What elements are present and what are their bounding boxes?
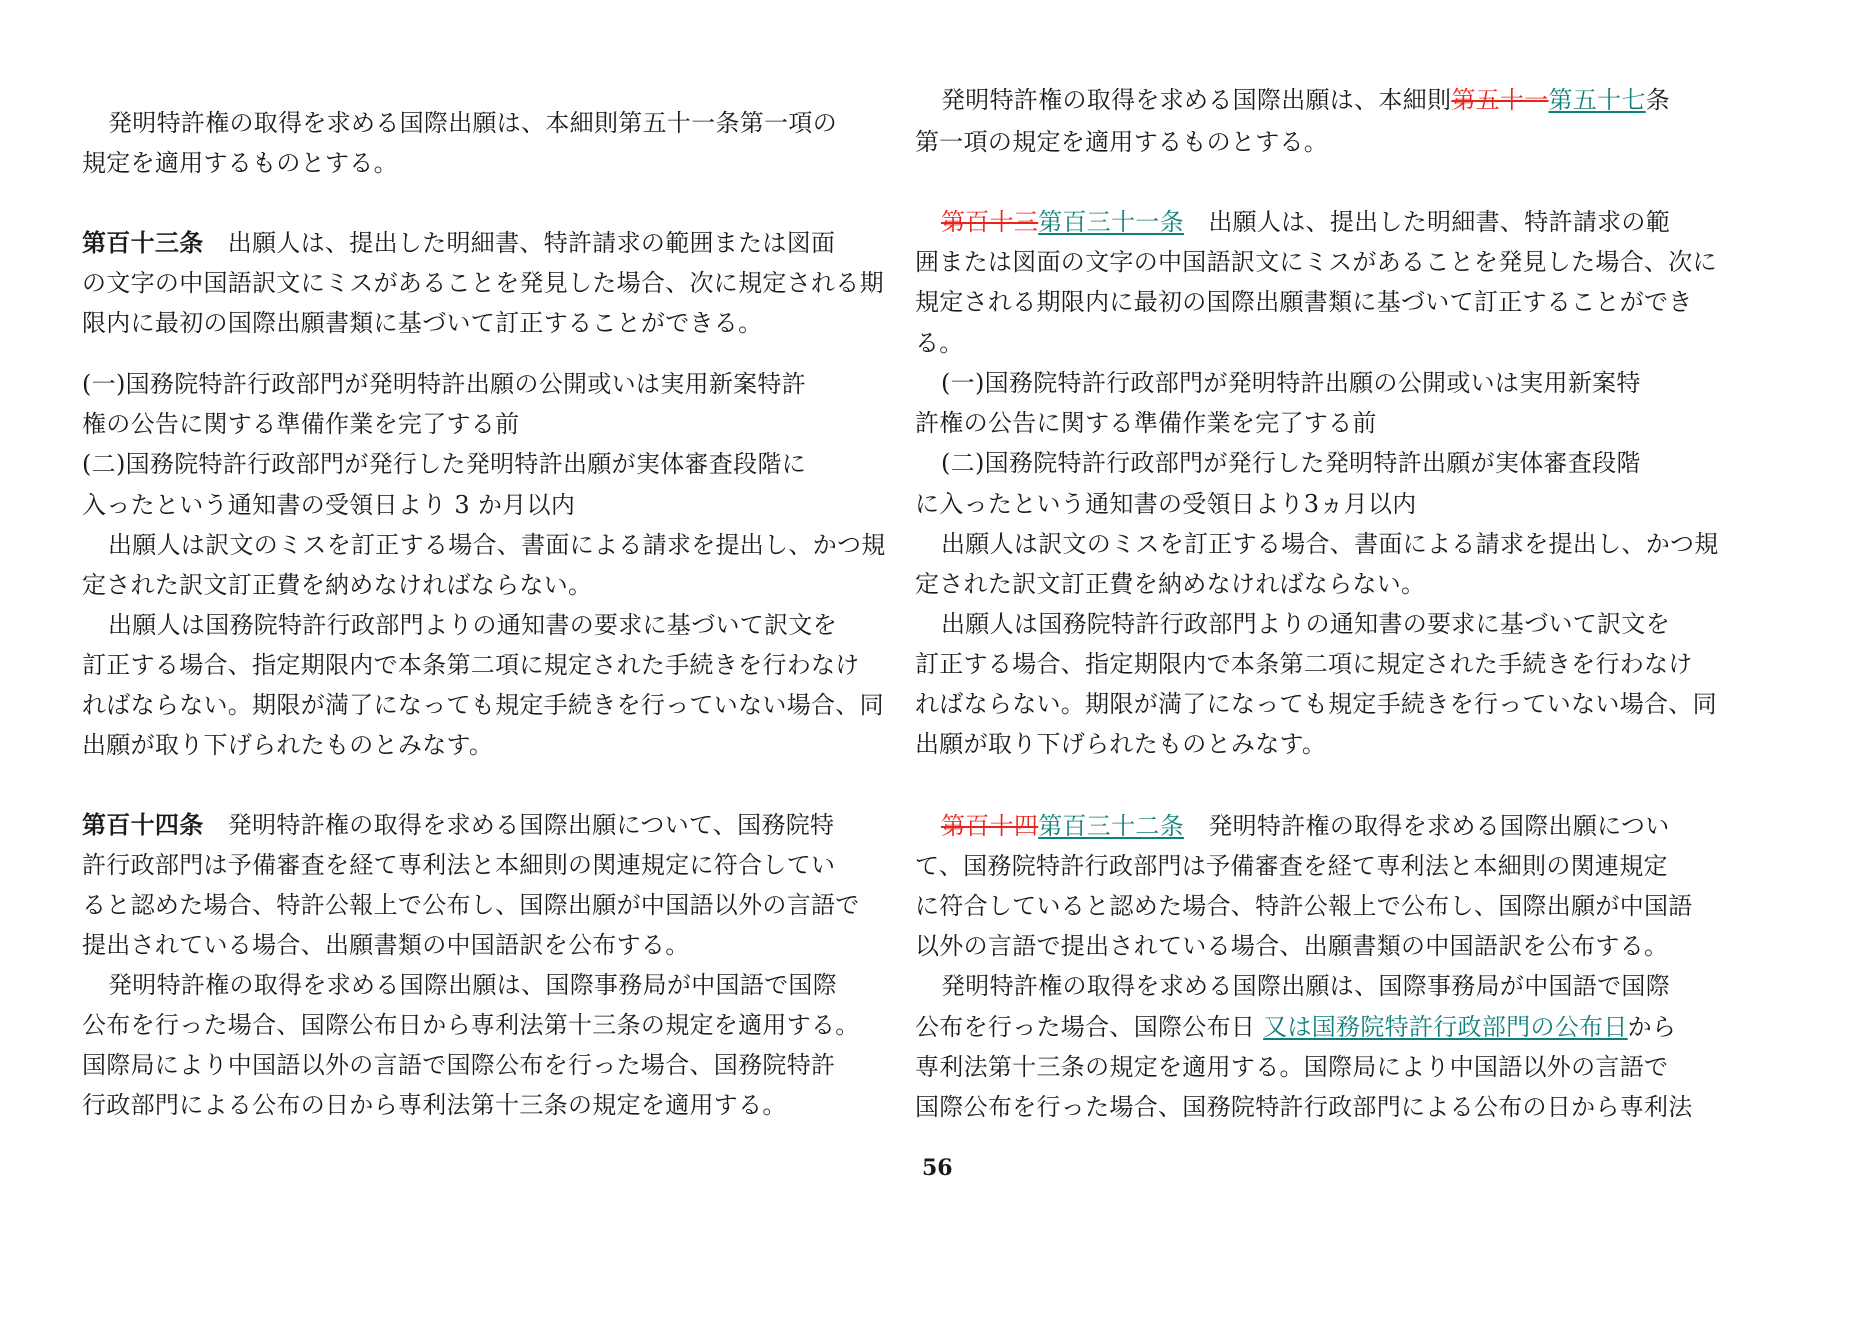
- line-text: 規定される期限内に最初の国際出願書類に基づいて訂正することができ: [915, 288, 1693, 316]
- text-line: [915, 484, 1417, 524]
- line-text: 以外の言語で提出されている場合、出願書類の中国語訳を公布する。: [915, 932, 1669, 960]
- line-text: 出願人は、提出した明細書、特許請求の範囲または図面: [203, 229, 836, 257]
- deleted-text: 第百十四: [941, 812, 1039, 840]
- line-text: ればならない。期限が満了になっても規定手続きを行っていない場合、同: [82, 691, 884, 719]
- text-line: [941, 806, 1670, 846]
- text-line: [82, 645, 860, 685]
- line-text: 国際公布を行った場合、国務院特許行政部門による公布の日から専利法: [915, 1093, 1693, 1121]
- deleted-text: 第百十三: [941, 208, 1039, 236]
- line-text: 訂正する場合、指定期限内で本条第二項に規定された手続きを行わなけ: [915, 650, 1693, 678]
- text-line: [915, 724, 1326, 764]
- text-line: [941, 966, 1670, 1006]
- line-text: 定された訳文訂正費を納めなければならない。: [82, 571, 593, 599]
- text-line: [915, 323, 964, 363]
- line-text: 条: [1645, 86, 1671, 114]
- line-text: 囲または図面の文字の中国語訳文にミスがあることを発見した場合、次に: [915, 248, 1717, 276]
- line-text: 国際局により中国語以外の言語で国際公布を行った場合、国務院特許: [82, 1051, 836, 1079]
- line-text: 定された訳文訂正費を納めなければならない。: [915, 570, 1426, 598]
- text-line: [108, 965, 837, 1005]
- page-number: 56: [922, 1155, 953, 1181]
- text-line: [915, 403, 1377, 443]
- text-line: [82, 1005, 860, 1045]
- line-text: る。: [915, 329, 964, 357]
- text-line: [108, 103, 837, 143]
- line-text: 第一項の規定を適用するものとする。: [915, 128, 1329, 156]
- text-line: [915, 564, 1425, 604]
- line-text: 出願が取り下げられたものとみなす。: [82, 731, 494, 759]
- text-line: [82, 143, 398, 183]
- line-text: (一)国務院特許行政部門が発明特許出願の公開或いは実用新案特: [941, 369, 1641, 397]
- line-text: に入ったという通知書の受領日より3ヵ月以内: [915, 490, 1417, 518]
- line-text: 公布を行った場合、国際公布日から専利法第十三条の規定を適用する。: [82, 1011, 860, 1039]
- text-line: [82, 364, 806, 404]
- article-heading: 第百十四条: [82, 811, 204, 839]
- line-text: (二)国務院特許行政部門が発行した発明特許出願が実体審査段階に: [82, 450, 807, 478]
- text-line: [915, 926, 1668, 966]
- inserted-text: 又は国務院特許行政部門の公布日: [1263, 1013, 1628, 1041]
- line-text: 出願が取り下げられたものとみなす。: [915, 730, 1327, 758]
- text-line: [915, 1087, 1693, 1127]
- line-text: (二)国務院特許行政部門が発行した発明特許出願が実体審査段階: [941, 449, 1641, 477]
- line-text: 行政部門による公布の日から専利法第十三条の規定を適用する。: [82, 1091, 787, 1119]
- text-line: [915, 242, 1717, 282]
- text-line: [941, 363, 1641, 403]
- line-text: 出願人は、提出した明細書、特許請求の範: [1184, 208, 1671, 236]
- text-line: [915, 886, 1693, 926]
- line-text: 出願人は訳文のミスを訂正する場合、書面による請求を提出し、かつ規: [941, 530, 1719, 558]
- text-line: [82, 925, 690, 965]
- line-text: 規定を適用するものとする。: [82, 149, 398, 177]
- line-text: 発明特許権の取得を求める国際出願は、国際事務局が中国語で国際: [108, 971, 837, 999]
- text-line: [915, 684, 1717, 724]
- text-line: [941, 524, 1719, 564]
- line-text: ればならない。期限が満了になっても規定手続きを行っていない場合、同: [915, 690, 1717, 718]
- line-text: 出願人は国務院特許行政部門よりの通知書の要求に基づいて訳文を: [941, 610, 1670, 638]
- line-text: 許行政部門は予備審査を経て専利法と本細則の関連規定に符合してい: [82, 851, 836, 879]
- line-text: 公布を行った場合、国際公布日: [915, 1013, 1264, 1041]
- line-text: に符合していると認めた場合、特許公報上で公布し、国際出願が中国語: [915, 892, 1693, 920]
- text-line: [941, 80, 1670, 120]
- line-text: 提出されている場合、出願書類の中国語訳を公布する。: [82, 931, 690, 959]
- text-line: [82, 685, 884, 725]
- text-line: [915, 122, 1328, 162]
- text-line: [108, 605, 837, 645]
- line-text: 限内に最初の国際出願書類に基づいて訂正することができる。: [82, 309, 763, 337]
- line-text: 発明特許権の取得を求める国際出願は、本細則第五十一条第一項の: [108, 109, 837, 137]
- line-text: て、国務院特許行政部門は予備審査を経て専利法と本細則の関連規定: [915, 852, 1668, 880]
- text-line: [82, 885, 860, 925]
- text-line: [82, 1045, 835, 1085]
- text-line: [915, 846, 1668, 886]
- line-text: 許権の公告に関する準備作業を完了する前: [915, 409, 1377, 437]
- line-text: から: [1627, 1013, 1677, 1041]
- inserted-text: 第百三十一条: [1038, 208, 1185, 236]
- text-line: [941, 604, 1670, 644]
- text-line: [915, 1007, 1676, 1047]
- text-line: [915, 1047, 1668, 1087]
- text-line: [82, 263, 884, 303]
- text-line: [82, 565, 592, 605]
- line-text: 専利法第十三条の規定を適用する。国際局により中国語以外の言語で: [915, 1053, 1669, 1081]
- line-text: 訂正する場合、指定期限内で本条第二項に規定された手続きを行わなけ: [82, 651, 860, 679]
- text-line: [82, 485, 575, 525]
- line-text: 権の公告に関する準備作業を完了する前: [82, 410, 520, 438]
- line-text: 発明特許権の取得を求める国際出願につい: [1184, 812, 1670, 840]
- line-text: 発明特許権の取得を求める国際出願は、本細則: [941, 86, 1452, 114]
- text-line: [82, 303, 762, 343]
- text-line: [108, 525, 886, 565]
- line-text: ると認めた場合、特許公報上で公布し、国際出願が中国語以外の言語で: [82, 891, 860, 919]
- text-line: [82, 223, 835, 263]
- line-text: 発明特許権の取得を求める国際出願は、国際事務局が中国語で国際: [941, 972, 1670, 1000]
- deleted-text: 第五十一: [1451, 86, 1549, 114]
- line-text: の文字の中国語訳文にミスがあることを発見した場合、次に規定される期: [82, 269, 884, 297]
- text-line: [915, 644, 1693, 684]
- line-text: 発明特許権の取得を求める国際出願について、国務院特: [203, 811, 835, 839]
- text-line: [941, 202, 1670, 242]
- line-text: 入ったという通知書の受領日より 3 か月以内: [82, 491, 576, 519]
- text-line: [82, 1085, 787, 1125]
- article-heading: 第百十三条: [82, 229, 204, 257]
- line-text: 出願人は訳文のミスを訂正する場合、書面による請求を提出し、かつ規: [108, 531, 886, 559]
- text-line: [82, 404, 519, 444]
- text-line: [82, 725, 493, 765]
- text-line: [941, 443, 1641, 483]
- text-line: [82, 444, 806, 484]
- line-text: 出願人は国務院特許行政部門よりの通知書の要求に基づいて訳文を: [108, 611, 837, 639]
- inserted-text: 第五十七: [1548, 86, 1646, 114]
- text-line: [82, 805, 834, 845]
- line-text: (一)国務院特許行政部門が発明特許出願の公開或いは実用新案特許: [82, 370, 807, 398]
- text-line: [915, 282, 1693, 322]
- inserted-text: 第百三十二条: [1038, 812, 1185, 840]
- text-line: [82, 845, 835, 885]
